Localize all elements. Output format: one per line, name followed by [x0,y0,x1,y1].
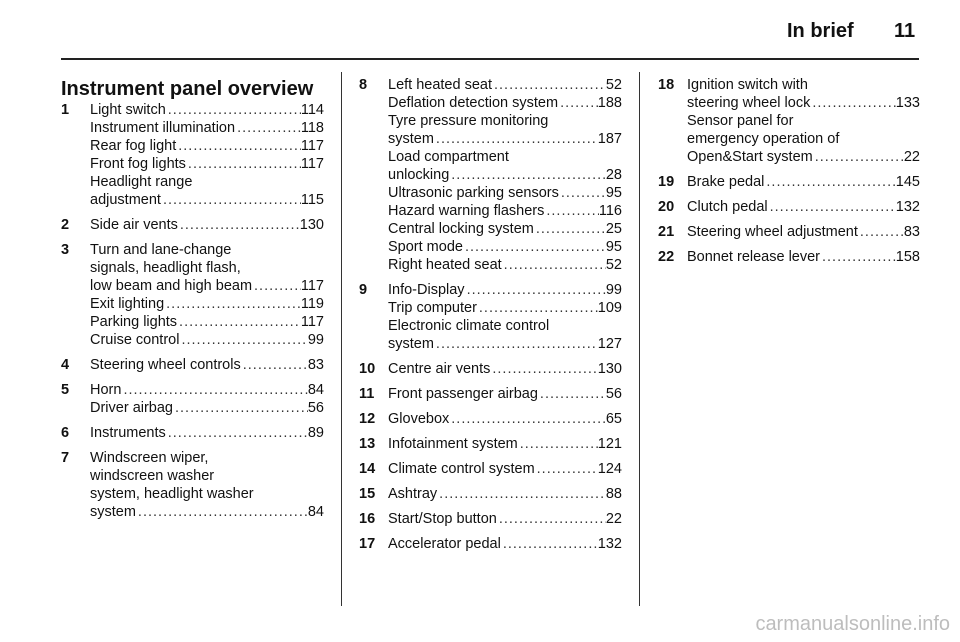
column-divider [639,72,640,606]
item-label: Steering wheel controls [90,357,241,373]
item-label: Steering wheel adjustment [687,224,858,240]
entry-line [388,510,622,528]
item-label: Horn [90,382,122,398]
entry-line [388,184,622,202]
item-label: Headlight range [90,174,193,190]
page-reference: 117 [300,278,324,294]
item-label: system [90,504,136,520]
item-label: Clutch pedal [687,199,768,215]
column-2 [359,76,622,560]
leader-dots [186,155,301,173]
entry-line [90,485,324,503]
entry-line [687,223,920,241]
entry-line [388,76,622,94]
legend-entry [359,460,622,478]
item-label: signals, headlight flash, [90,260,241,276]
leader-dots [463,238,606,256]
item-label: Instruments [90,425,166,441]
item-number: 8 [359,77,368,93]
item-label: Driver airbag [90,400,173,416]
item-label: Windscreen wiper, [90,450,209,466]
leader-dots [490,360,597,378]
entry-line [90,313,324,331]
item-label: Right heated seat [388,257,502,273]
leader-dots [179,331,307,349]
entry-line [90,137,324,155]
page-reference: 84 [307,504,324,520]
item-label: Left heated seat [388,77,492,93]
item-label: Bonnet release lever [687,249,820,265]
item-number: 11 [359,386,375,402]
entry-lines [687,198,920,216]
entry-lines [687,248,920,266]
page-reference: 121 [597,436,622,452]
item-number: 12 [359,411,376,427]
entry-line [90,356,324,374]
item-number: 22 [658,249,675,265]
entry-line [90,119,324,137]
item-number: 10 [359,361,376,377]
leader-dots [534,220,606,238]
item-label: Parking lights [90,314,178,330]
leader-dots [497,510,606,528]
item-label: Turn and lane-change [90,242,232,258]
item-label: emergency operation of [687,131,840,147]
item-label: Front passenger airbag [388,386,538,402]
legend-entry [658,223,920,241]
overview-title: Instrument panel overview [61,78,314,100]
item-number: 13 [359,436,376,452]
page-number: 11 [894,20,916,42]
leader-dots [538,385,606,403]
entry-lines [388,385,622,403]
entry-line [388,148,622,166]
entry-line [388,299,622,317]
page-reference: 117 [300,314,324,330]
item-number: 3 [61,242,70,258]
legend-entry [359,385,622,403]
item-label: system, headlight washer [90,486,254,502]
item-label: Infotainment system [388,436,518,452]
item-number: 21 [658,224,675,240]
leader-dots [813,148,904,166]
leader-dots [858,223,904,241]
column-divider [341,72,342,606]
entry-lines [388,360,622,378]
leader-dots [492,76,606,94]
entry-lines [90,216,324,234]
item-label: adjustment [90,192,161,208]
entry-line [90,503,324,521]
leader-dots [820,248,896,266]
item-label: steering wheel lock [687,95,811,111]
entry-lines [388,510,622,528]
page-reference: 117 [300,138,324,154]
page-reference: 158 [895,249,920,265]
item-label: windscreen washer [90,468,215,484]
item-number: 2 [61,217,70,233]
entry-line [388,335,622,353]
entry-line [687,94,920,112]
page-reference: 130 [597,361,622,377]
entry-line [388,220,622,238]
entry-lines [90,241,324,349]
item-number: 4 [61,357,70,373]
page-reference: 83 [307,357,324,373]
entry-line [90,241,324,259]
leader-dots [173,399,308,417]
entry-line [90,449,324,467]
leader-dots [176,137,301,155]
leader-dots [164,295,301,313]
leader-dots [136,503,308,521]
entry-line [388,535,622,553]
item-number: 5 [61,382,70,398]
entry-line [388,435,622,453]
item-number: 14 [359,461,376,477]
entry-line [388,130,622,148]
item-number: 16 [359,511,376,527]
entry-lines [687,173,920,191]
leader-dots [501,535,598,553]
entry-line [388,166,622,184]
item-label: Exit lighting [90,296,165,312]
item-label: unlocking [388,167,450,183]
item-number: 6 [61,425,70,441]
entry-line [388,281,622,299]
page-reference: 52 [605,77,622,93]
legend-entry [658,76,920,166]
item-label: Central locking system [388,221,534,237]
item-label: Climate control system [388,461,535,477]
item-number: 20 [658,199,675,215]
page-reference: 116 [598,203,622,219]
entry-lines [90,356,324,374]
legend-entry [658,248,920,266]
page-reference: 132 [597,536,622,552]
page-reference: 52 [605,257,622,273]
section-title: In brief [787,20,854,42]
entry-line [388,94,622,112]
leader-dots [502,256,606,274]
entry-line [687,173,920,191]
item-label: Accelerator pedal [388,536,501,552]
page-reference: 84 [307,382,324,398]
leader-dots [558,94,598,112]
leader-dots [559,184,606,202]
leader-dots [166,424,308,442]
header-rule [61,58,919,60]
item-label: Electronic climate control [388,318,550,334]
entry-lines [90,449,324,521]
legend-entry [61,424,324,442]
entry-line [90,467,324,485]
entry-lines [687,223,920,241]
page-reference: 88 [605,486,622,502]
item-label: Tyre pressure monitoring [388,113,549,129]
page-reference: 22 [903,149,920,165]
leader-dots [477,299,598,317]
item-label: Ashtray [388,486,438,502]
column-3 [658,76,920,273]
entry-line [687,198,920,216]
leader-dots [465,281,606,299]
item-label: Front fog lights [90,156,186,172]
page-reference: 115 [300,192,324,208]
leader-dots [449,410,606,428]
page-reference: 124 [597,461,622,477]
leader-dots [121,381,307,399]
legend-entry [359,410,622,428]
page-reference: 117 [300,156,324,172]
leader-dots [764,173,895,191]
legend-entry [61,449,324,521]
page-reference: 89 [307,425,324,441]
page-reference: 56 [605,386,622,402]
legend-entry [61,101,324,209]
entry-line [90,399,324,417]
page-reference: 119 [300,296,324,312]
item-label: low beam and high beam [90,278,253,294]
leader-dots [252,277,301,295]
leader-dots [161,191,301,209]
leader-dots [434,130,598,148]
leader-dots [178,216,300,234]
legend-entry [359,360,622,378]
item-label: Deflation detection system [388,95,559,111]
legend-entry [658,173,920,191]
column-1 [61,76,324,528]
page-reference: 28 [605,167,622,183]
legend-entry [359,435,622,453]
legend-entry [61,356,324,374]
leader-dots [544,202,599,220]
entry-lines [388,76,622,274]
entry-lines [90,381,324,417]
entry-line [687,76,920,94]
entry-line [687,248,920,266]
item-label: Cruise control [90,332,180,348]
entry-line [388,112,622,130]
page-reference: 145 [895,174,920,190]
item-label: system [388,336,434,352]
leader-dots [437,485,606,503]
legend-entry [359,76,622,274]
entry-line [388,256,622,274]
legend-entry [359,510,622,528]
item-label: Centre air vents [388,361,491,377]
legend-entry [61,216,324,234]
item-label: Ignition switch with [687,77,808,93]
leader-dots [449,166,606,184]
page-reference: 132 [895,199,920,215]
entry-lines [388,410,622,428]
entry-line [90,424,324,442]
item-label: Side air vents [90,217,178,233]
page-reference: 118 [300,120,324,136]
entry-line [90,155,324,173]
page-reference: 130 [299,217,324,233]
entry-line [90,381,324,399]
item-label: Light switch [90,102,166,118]
item-label: Rear fog light [90,138,177,154]
entry-lines [90,424,324,442]
entry-line [388,202,622,220]
page-reference: 114 [300,102,324,118]
entry-line [388,385,622,403]
entry-line [687,112,920,130]
leader-dots [518,435,598,453]
entry-line [90,216,324,234]
page-reference: 65 [605,411,622,427]
page-reference: 99 [605,282,622,298]
entry-line [90,295,324,313]
entry-lines [90,101,324,209]
item-number: 9 [359,282,368,298]
legend-entry [359,281,622,353]
leader-dots [768,198,896,216]
leader-dots [166,101,301,119]
watermark: carmanualsonline.info [755,613,950,635]
leader-dots [810,94,895,112]
item-number: 1 [61,102,70,118]
item-label: Brake pedal [687,174,765,190]
item-label: Start/Stop button [388,511,497,527]
leader-dots [235,119,301,137]
entry-lines [388,435,622,453]
entry-line [388,317,622,335]
entry-lines [388,535,622,553]
entry-line [687,148,920,166]
entry-line [90,259,324,277]
page-reference: 25 [605,221,622,237]
leader-dots [241,356,308,374]
leader-dots [177,313,301,331]
item-label: Hazard warning flashers [388,203,545,219]
legend-entry [658,198,920,216]
entry-lines [388,281,622,353]
page-reference: 99 [307,332,324,348]
entry-line [388,410,622,428]
leader-dots [535,460,598,478]
item-label: Glovebox [388,411,450,427]
item-label: Sensor panel for [687,113,794,129]
item-label: Open&Start system [687,149,813,165]
page-reference: 22 [605,511,622,527]
entry-line [388,360,622,378]
page-reference: 133 [895,95,920,111]
page-reference: 95 [605,185,622,201]
page-reference: 187 [597,131,622,147]
entry-line [90,331,324,349]
item-number: 7 [61,450,70,466]
entry-lines [388,460,622,478]
page-reference: 56 [307,400,324,416]
entry-lines [687,76,920,166]
leader-dots [434,335,598,353]
page-header [0,18,960,48]
item-label: system [388,131,434,147]
page-reference: 188 [597,95,622,111]
item-number: 15 [359,486,376,502]
page-reference: 95 [605,239,622,255]
legend-entry [61,241,324,349]
entry-line [90,191,324,209]
page-reference: 109 [597,300,622,316]
entry-line [388,485,622,503]
legend-entry [61,381,324,417]
legend-entry [359,535,622,553]
item-number: 19 [658,174,675,190]
item-label: Ultrasonic parking sensors [388,185,559,201]
entry-line [90,277,324,295]
entry-line [90,101,324,119]
entry-lines [388,485,622,503]
item-number: 18 [658,77,675,93]
entry-line [388,460,622,478]
page-reference: 83 [903,224,920,240]
item-label: Trip computer [388,300,477,316]
legend-entry [359,485,622,503]
item-label: Info-Display [388,282,465,298]
item-label: Instrument illumination [90,120,236,136]
item-number: 17 [359,536,376,552]
entry-line [388,238,622,256]
page-reference: 127 [597,336,622,352]
entry-line [90,173,324,191]
entry-line [687,130,920,148]
item-label: Sport mode [388,239,463,255]
item-label: Load compartment [388,149,509,165]
